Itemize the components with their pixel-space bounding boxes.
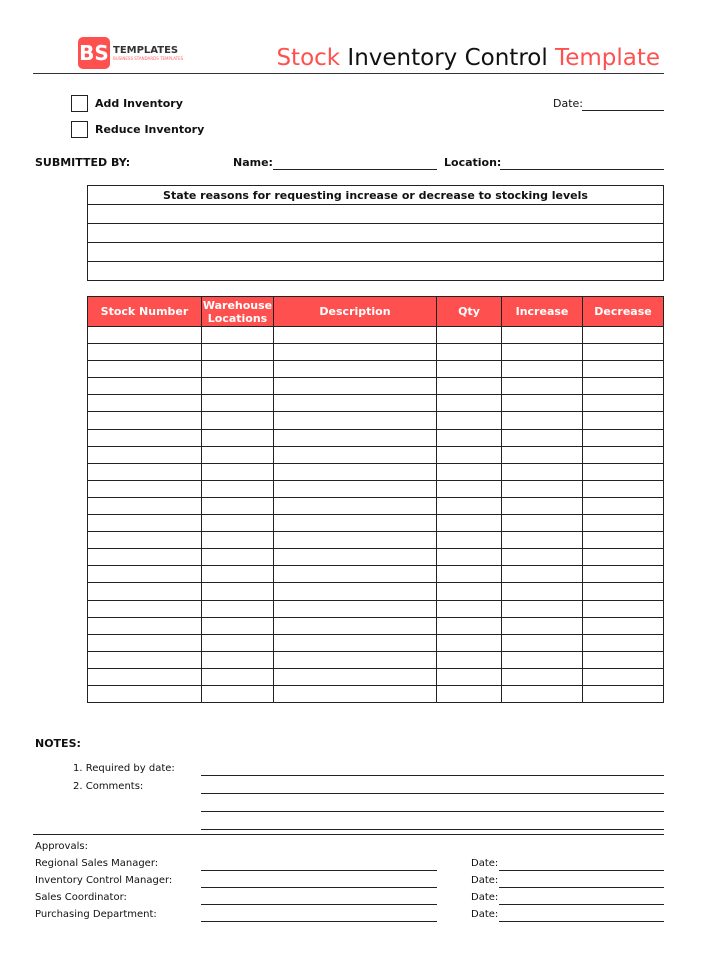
table-row: [88, 463, 664, 480]
date-field[interactable]: [582, 110, 664, 111]
table-cell[interactable]: [502, 378, 583, 395]
table-cell[interactable]: [502, 327, 583, 344]
approval-date-field[interactable]: [499, 904, 664, 905]
table-row: [88, 497, 664, 514]
table-cell[interactable]: [502, 634, 583, 651]
table-cell[interactable]: [583, 412, 664, 429]
logo: [78, 37, 183, 69]
approval-signature-field[interactable]: [201, 921, 437, 922]
table-cell[interactable]: [88, 497, 202, 514]
table-row: [88, 617, 664, 634]
table-cell[interactable]: [274, 344, 437, 361]
reason-line[interactable]: [88, 243, 664, 262]
table-cell[interactable]: [274, 463, 437, 480]
table-cell[interactable]: [502, 395, 583, 412]
table-cell[interactable]: [88, 429, 202, 446]
table-cell[interactable]: [202, 600, 274, 617]
required-date-field[interactable]: [201, 775, 664, 776]
table-cell[interactable]: [202, 668, 274, 685]
table-cell[interactable]: [583, 566, 664, 583]
table-cell[interactable]: [502, 497, 583, 514]
table-cell[interactable]: [88, 600, 202, 617]
table-cell[interactable]: [437, 651, 502, 668]
location-field[interactable]: [500, 169, 664, 170]
approval-date-field[interactable]: [499, 921, 664, 922]
approval-date-field[interactable]: [499, 887, 664, 888]
table-row: [88, 412, 664, 429]
table-cell[interactable]: [274, 327, 437, 344]
reasons-table: [87, 185, 664, 281]
table-row: [88, 429, 664, 446]
table-cell[interactable]: [88, 378, 202, 395]
table-cell[interactable]: [202, 412, 274, 429]
table-cell[interactable]: [583, 497, 664, 514]
table-cell[interactable]: [583, 668, 664, 685]
table-cell[interactable]: [437, 463, 502, 480]
table-cell[interactable]: [437, 412, 502, 429]
table-cell[interactable]: [437, 378, 502, 395]
logo-name: TEMPLATES: [113, 45, 179, 56]
reason-line[interactable]: [88, 205, 664, 224]
table-cell[interactable]: [437, 480, 502, 497]
table-cell[interactable]: [437, 515, 502, 532]
table-cell[interactable]: [88, 532, 202, 549]
comments-field[interactable]: [201, 811, 664, 812]
table-row: [88, 378, 664, 395]
page-title: [276, 45, 660, 71]
title-part-2: Inventory Control: [347, 45, 548, 71]
col-increase: Increase: [502, 297, 583, 327]
approvals-title: Approvals:: [35, 841, 88, 852]
table-cell[interactable]: [437, 429, 502, 446]
table-cell[interactable]: [202, 429, 274, 446]
table-cell[interactable]: [274, 429, 437, 446]
table-row: [88, 515, 664, 532]
table-cell[interactable]: [583, 634, 664, 651]
approval-date-label: Date:: [471, 875, 499, 886]
table-row: [88, 549, 664, 566]
reason-line[interactable]: [88, 262, 664, 281]
table-cell[interactable]: [437, 446, 502, 463]
table-cell[interactable]: [274, 651, 437, 668]
table-cell[interactable]: [88, 463, 202, 480]
table-row: [88, 480, 664, 497]
table-cell[interactable]: [274, 515, 437, 532]
table-cell[interactable]: [583, 327, 664, 344]
table-cell[interactable]: [583, 378, 664, 395]
table-cell[interactable]: [502, 617, 583, 634]
table-cell[interactable]: [583, 446, 664, 463]
table-cell[interactable]: [502, 412, 583, 429]
table-cell[interactable]: [583, 685, 664, 702]
inventory-table: [87, 296, 664, 703]
table-cell[interactable]: [202, 685, 274, 702]
table-cell[interactable]: [437, 395, 502, 412]
table-cell[interactable]: [502, 463, 583, 480]
table-cell[interactable]: [502, 515, 583, 532]
table-cell[interactable]: [274, 617, 437, 634]
table-cell[interactable]: [88, 515, 202, 532]
table-cell[interactable]: [88, 412, 202, 429]
table-row: [88, 685, 664, 702]
table-cell[interactable]: [88, 634, 202, 651]
table-cell[interactable]: [274, 634, 437, 651]
approval-role: Purchasing Department:: [35, 909, 157, 920]
table-cell[interactable]: [88, 361, 202, 378]
reasons-header: State reasons for requesting increase or decrease to stocking levels: [88, 186, 664, 205]
table-cell[interactable]: [437, 566, 502, 583]
col-stock-number: Stock Number: [88, 297, 202, 327]
header-divider: [33, 73, 664, 74]
table-cell[interactable]: [583, 549, 664, 566]
table-cell[interactable]: [274, 361, 437, 378]
table-cell[interactable]: [274, 480, 437, 497]
table-cell[interactable]: [274, 446, 437, 463]
name-label: Name:: [233, 156, 273, 169]
table-cell[interactable]: [502, 668, 583, 685]
add-inventory-label: Add Inventory: [95, 97, 183, 110]
table-cell[interactable]: [437, 668, 502, 685]
table-cell[interactable]: [202, 566, 274, 583]
table-row: [88, 446, 664, 463]
table-cell[interactable]: [502, 600, 583, 617]
comments-field[interactable]: [201, 793, 664, 794]
table-cell[interactable]: [502, 480, 583, 497]
table-cell[interactable]: [583, 463, 664, 480]
table-cell[interactable]: [202, 497, 274, 514]
table-cell[interactable]: [274, 685, 437, 702]
table-cell[interactable]: [502, 532, 583, 549]
table-cell[interactable]: [437, 617, 502, 634]
submitted-by-label: SUBMITTED BY:: [35, 156, 131, 169]
table-cell[interactable]: [583, 480, 664, 497]
table-cell[interactable]: [502, 429, 583, 446]
table-cell[interactable]: [502, 583, 583, 600]
table-cell[interactable]: [583, 429, 664, 446]
table-cell[interactable]: [202, 651, 274, 668]
table-cell[interactable]: [202, 480, 274, 497]
table-cell[interactable]: [202, 361, 274, 378]
table-cell[interactable]: [437, 344, 502, 361]
table-row: [88, 668, 664, 685]
table-cell[interactable]: [274, 668, 437, 685]
table-cell[interactable]: [437, 600, 502, 617]
approval-date-label: Date:: [471, 858, 499, 869]
table-cell[interactable]: [88, 344, 202, 361]
table-cell[interactable]: [202, 463, 274, 480]
table-cell[interactable]: [202, 549, 274, 566]
table-cell[interactable]: [88, 566, 202, 583]
table-cell[interactable]: [437, 497, 502, 514]
approvals-divider: [33, 834, 664, 835]
approval-signature-field[interactable]: [201, 904, 437, 905]
table-cell[interactable]: [502, 446, 583, 463]
table-cell[interactable]: [502, 651, 583, 668]
table-cell[interactable]: [202, 344, 274, 361]
table-cell[interactable]: [202, 378, 274, 395]
table-cell[interactable]: [502, 566, 583, 583]
notes-title: NOTES:: [35, 737, 81, 750]
location-label: Location:: [444, 156, 502, 169]
table-cell[interactable]: [583, 361, 664, 378]
col-decrease: Decrease: [583, 297, 664, 327]
approval-signature-field[interactable]: [201, 887, 437, 888]
table-cell[interactable]: [274, 412, 437, 429]
name-field[interactable]: [273, 169, 437, 170]
table-cell[interactable]: [437, 549, 502, 566]
table-cell[interactable]: [88, 583, 202, 600]
table-cell[interactable]: [88, 395, 202, 412]
table-cell[interactable]: [88, 617, 202, 634]
table-row: [88, 634, 664, 651]
table-cell[interactable]: [583, 617, 664, 634]
reduce-inventory-label: Reduce Inventory: [95, 123, 205, 136]
table-cell[interactable]: [437, 583, 502, 600]
table-cell[interactable]: [202, 395, 274, 412]
table-cell[interactable]: [437, 685, 502, 702]
reduce-inventory-checkbox[interactable]: [71, 121, 88, 138]
table-cell[interactable]: [88, 685, 202, 702]
approval-date-label: Date:: [471, 892, 499, 903]
table-row: [88, 532, 664, 549]
notes-item-comments: 2. Comments:: [73, 781, 144, 792]
approval-role: Inventory Control Manager:: [35, 875, 173, 886]
table-row: [88, 651, 664, 668]
table-cell[interactable]: [274, 600, 437, 617]
table-cell[interactable]: [88, 549, 202, 566]
approval-date-field[interactable]: [499, 870, 664, 871]
table-cell[interactable]: [88, 327, 202, 344]
table-cell[interactable]: [583, 600, 664, 617]
title-part-1: Stock: [276, 45, 341, 71]
table-cell[interactable]: [437, 361, 502, 378]
table-cell[interactable]: [583, 651, 664, 668]
logo-tagline: BUSINESS STANDARDS TEMPLATES: [113, 56, 184, 61]
table-cell[interactable]: [502, 549, 583, 566]
table-cell[interactable]: [202, 634, 274, 651]
table-cell[interactable]: [274, 378, 437, 395]
table-row: [88, 395, 664, 412]
table-cell[interactable]: [583, 583, 664, 600]
logo-mark: BS: [78, 37, 110, 69]
table-cell[interactable]: [583, 344, 664, 361]
add-inventory-checkbox[interactable]: [71, 95, 88, 112]
table-cell[interactable]: [88, 651, 202, 668]
table-cell[interactable]: [274, 497, 437, 514]
table-cell[interactable]: [274, 583, 437, 600]
col-warehouse-locations: Warehouse Locations: [202, 298, 273, 325]
table-cell[interactable]: [202, 515, 274, 532]
table-cell[interactable]: [88, 480, 202, 497]
table-cell[interactable]: [274, 395, 437, 412]
table-cell[interactable]: [437, 327, 502, 344]
table-cell[interactable]: [502, 361, 583, 378]
approval-role: Sales Coordinator:: [35, 892, 127, 903]
table-cell[interactable]: [202, 583, 274, 600]
table-cell[interactable]: [202, 446, 274, 463]
table-cell[interactable]: [437, 634, 502, 651]
date-label: Date:: [553, 97, 583, 110]
notes-item-required-date: 1. Required by date:: [73, 763, 175, 774]
table-row: [88, 566, 664, 583]
table-cell[interactable]: [583, 515, 664, 532]
table-cell[interactable]: [583, 395, 664, 412]
table-row: [88, 344, 664, 361]
approval-role: Regional Sales Manager:: [35, 858, 159, 869]
col-description: Description: [274, 297, 437, 327]
table-cell[interactable]: [437, 532, 502, 549]
reason-line[interactable]: [88, 224, 664, 243]
table-row: [88, 327, 664, 344]
table-cell[interactable]: [502, 344, 583, 361]
table-row: [88, 583, 664, 600]
col-qty: Qty: [437, 297, 502, 327]
table-cell[interactable]: [502, 685, 583, 702]
table-cell[interactable]: [202, 327, 274, 344]
table-cell[interactable]: [274, 566, 437, 583]
table-cell[interactable]: [88, 668, 202, 685]
table-row: [88, 361, 664, 378]
title-part-3: Template: [555, 45, 660, 71]
table-cell[interactable]: [274, 532, 437, 549]
table-cell[interactable]: [202, 617, 274, 634]
approval-signature-field[interactable]: [201, 870, 437, 871]
table-cell[interactable]: [274, 549, 437, 566]
table-cell[interactable]: [583, 532, 664, 549]
table-row: [88, 600, 664, 617]
comments-field[interactable]: [201, 829, 664, 830]
table-cell[interactable]: [202, 532, 274, 549]
approval-date-label: Date:: [471, 909, 499, 920]
table-cell[interactable]: [88, 446, 202, 463]
